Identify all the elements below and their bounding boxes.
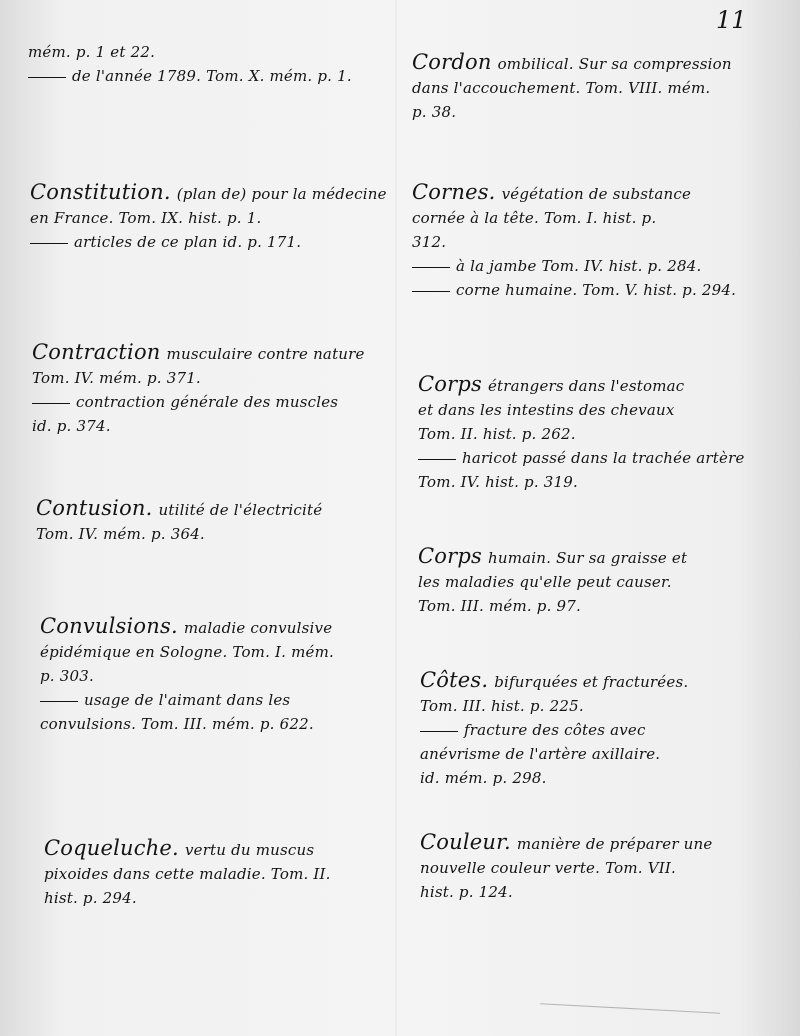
entry-text: vertu du muscus	[184, 841, 315, 859]
entry-headword: Constitution.	[30, 180, 171, 204]
entry-line	[412, 254, 736, 278]
entry-text: et dans les intestins des chevaux	[418, 401, 675, 419]
index-entry	[44, 836, 331, 910]
entry-headword: Contraction	[32, 340, 161, 364]
entry-line	[420, 694, 688, 718]
entry-text: id. mém. p. 298.	[420, 769, 547, 787]
entry-text: humain. Sur sa graisse et	[487, 549, 688, 567]
entry-text: mém. p. 1 et 22.	[28, 43, 156, 61]
entry-line	[418, 422, 745, 446]
entry-text: cornée à la tête. Tom. I. hist. p.	[412, 209, 657, 227]
entry-text: Tom. III. hist. p. 225.	[420, 697, 584, 715]
entry-text: contraction générale des muscles	[76, 393, 339, 411]
entry-line	[420, 718, 688, 742]
entry-headword: Convulsions.	[40, 614, 178, 638]
entry-line	[418, 544, 687, 570]
entry-text: hist. p. 124.	[420, 883, 513, 901]
entry-text: en France. Tom. IX. hist. p. 1.	[30, 209, 262, 227]
entry-text: dans l'accouchement. Tom. VIII. mém.	[412, 79, 711, 97]
entry-headword: Couleur.	[420, 830, 511, 854]
entry-headword: Contusion.	[36, 496, 153, 520]
entry-line	[40, 688, 334, 712]
continuation-dash	[412, 267, 450, 268]
entry-text: p. 38.	[412, 103, 457, 121]
entry-text: végétation de substance	[501, 185, 692, 203]
entry-text: convulsions. Tom. III. mém. p. 622.	[40, 715, 314, 733]
index-entry	[412, 180, 736, 302]
continuation-dash	[418, 459, 456, 460]
entry-line	[412, 50, 732, 76]
entry-text: Tom. IV. hist. p. 319.	[418, 473, 578, 491]
continuation-dash	[40, 701, 78, 702]
entry-text: épidémique en Sologne. Tom. I. mém.	[40, 643, 334, 661]
entry-line	[420, 668, 688, 694]
entry-line	[40, 664, 334, 688]
entry-line	[44, 886, 331, 910]
entry-text: les maladies qu'elle peut causer.	[418, 573, 672, 591]
entry-text: haricot passé dans la trachée artère	[462, 449, 745, 467]
entry-text: Tom. IV. mém. p. 364.	[36, 525, 205, 543]
entry-line	[420, 830, 712, 856]
entry-text: p. 303.	[40, 667, 94, 685]
continuation-dash	[28, 77, 66, 78]
entry-line	[418, 372, 745, 398]
entry-text: corne humaine. Tom. V. hist. p. 294.	[456, 281, 737, 299]
entry-line	[418, 470, 745, 494]
entry-text: étrangers dans l'estomac	[487, 377, 685, 395]
entry-text: usage de l'aimant dans les	[84, 691, 291, 709]
entry-headword: Cornes.	[412, 180, 496, 204]
entry-line	[418, 446, 745, 470]
entry-line	[44, 862, 331, 886]
continuation-dash	[412, 291, 450, 292]
entry-text: id. p. 374.	[32, 417, 111, 435]
entry-text: anévrisme de l'artère axillaire.	[420, 745, 661, 763]
entry-text: 312.	[412, 233, 447, 251]
entry-text: fracture des côtes avec	[464, 721, 646, 739]
index-entry	[30, 180, 387, 254]
entry-line	[30, 206, 387, 230]
ink-mark	[540, 1003, 720, 1015]
entry-line	[44, 836, 331, 862]
entry-text: à la jambe Tom. IV. hist. p. 284.	[456, 257, 702, 275]
entry-line	[40, 614, 334, 640]
entry-line	[412, 180, 736, 206]
entry-line	[420, 742, 688, 766]
continuation-dash	[32, 403, 70, 404]
entry-line	[32, 390, 365, 414]
entry-line	[412, 206, 736, 230]
entry-line	[32, 414, 365, 438]
entry-line	[420, 880, 712, 904]
index-entry	[32, 340, 365, 438]
entry-text: ombilical. Sur sa compression	[497, 55, 732, 73]
entry-headword: Corps	[418, 544, 482, 568]
entry-text: Tom. III. mém. p. 97.	[418, 597, 581, 615]
entry-line	[412, 230, 736, 254]
entry-text: utilité de l'électricité	[158, 501, 323, 519]
index-entry	[412, 50, 732, 124]
entry-line	[32, 366, 365, 390]
index-entry	[36, 496, 322, 546]
index-entry	[418, 544, 687, 618]
index-entry	[420, 830, 712, 904]
entry-line	[418, 570, 687, 594]
entry-line	[36, 496, 322, 522]
entry-line	[418, 398, 745, 422]
entry-text: bifurquées et fracturées.	[494, 673, 689, 691]
entry-line	[40, 712, 334, 736]
entry-line	[412, 278, 736, 302]
entry-line	[32, 340, 365, 366]
entry-headword: Côtes.	[420, 668, 489, 692]
entry-text: Tom. II. hist. p. 262.	[418, 425, 576, 443]
entry-line	[418, 594, 687, 618]
entry-text: musculaire contre nature	[166, 345, 365, 363]
entry-text: manière de préparer une	[516, 835, 713, 853]
entry-headword: Coqueluche.	[44, 836, 179, 860]
entry-line	[40, 640, 334, 664]
index-entry	[40, 614, 334, 736]
entry-line	[36, 522, 322, 546]
entry-text: maladie convulsive	[183, 619, 333, 637]
entry-text: nouvelle couleur verte. Tom. VII.	[420, 859, 676, 877]
entry-headword: Corps	[418, 372, 482, 396]
entry-text: de l'année 1789. Tom. X. mém. p. 1.	[72, 67, 352, 85]
entry-line	[30, 180, 387, 206]
entry-headword: Cordon	[412, 50, 492, 74]
entry-text: (plan de) pour la médecine	[176, 185, 387, 203]
page-fold	[395, 0, 397, 1036]
entry-line	[412, 76, 732, 100]
index-entry	[418, 372, 745, 494]
entry-text: Tom. IV. mém. p. 371.	[32, 369, 201, 387]
entry-text: hist. p. 294.	[44, 889, 137, 907]
page-number: 11	[716, 6, 747, 34]
entry-line	[420, 856, 712, 880]
continuation-dash	[30, 243, 68, 244]
entry-line	[28, 64, 352, 88]
entry-text: articles de ce plan id. p. 171.	[74, 233, 302, 251]
entry-line	[28, 40, 352, 64]
entry-text: pixoides dans cette maladie. Tom. II.	[44, 865, 331, 883]
continuation-dash	[420, 731, 458, 732]
entry-line	[412, 100, 732, 124]
index-entry	[420, 668, 688, 790]
entry-line	[30, 230, 387, 254]
entry-line	[420, 766, 688, 790]
index-entry	[28, 40, 352, 88]
